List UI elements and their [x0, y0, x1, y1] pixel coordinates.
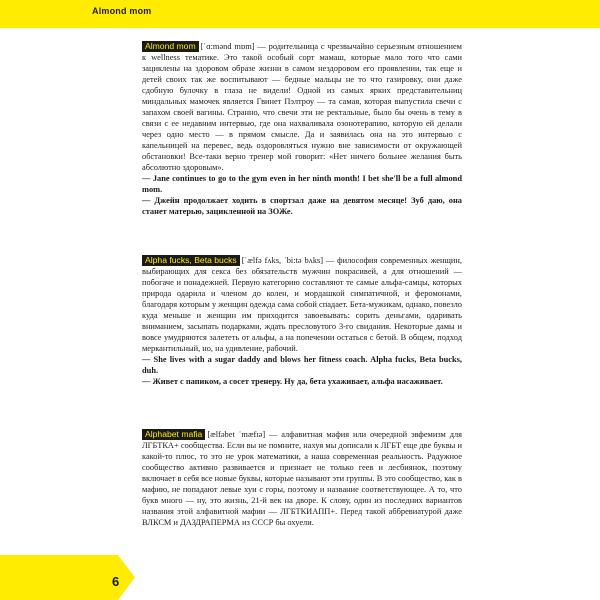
running-head-title: Almond mom	[92, 6, 152, 16]
example-russian: — Живет с папиком, а сосет тренеру. Ну да, бета ухаживает, альфа насаживает.	[142, 377, 443, 386]
page-number: 6	[112, 574, 120, 589]
entry-transcription: [ælfəbet ˈmæfɪə]	[207, 430, 266, 439]
entry-definition-text: — родительница с чрезвычайно серьезным отношением к wellness тематике. Это такой особый сорт мамаш, которые мало того что сами зациклены на здоровом образе жизни в самом нездоровом его проявлении, так еще и детей своих так же воспитывают — бедные мальцы не то что газировку, они даже сдобную булочку в глаза не видели! Одной из самых ярких представительниц миндальных мамочек является Гвинет Пэлтроу — та самая, которая выпустила свечи с запахом своей вагины. Странно, что свечи эти не ректальные, было бы очень в тему в связи с ее недавним интервью, где она нахваливала озонотерапию, которую ей делали через одно место — в прямом смысле. Да и заявилась она на это интервью с капельницей на перевес, ведь оздоровляться нужно вне зависимости от окружающей обстановки! Все-таки верно тренер мой говорит: «Нет ничего больнее желания быть абсолютно здоровым».	[142, 42, 462, 172]
entry-definition	[142, 41, 462, 173]
entry-definition-text: — алфавитная мафия или очередной эвфемизм для ЛГБТКА+ сообщества. Если вы не помните, нахуя мы дописали к ЛГБТ еще две буквы и какой-то плюс, то это не урок математики, а наша современная реальность. Радужное сообщество активно развивается и признает не только геев и лесбиянок, поэтому включает в себя все новые буквы, которые называют эти группы. В это сообщество, как в мафию, не попадают левые хуи с горы, поэтому и название соответствующее. А то, что букв много — ну, это жизнь, 21-й век на дворе. К слову, один из последних вариантов названия этой алфавитной мафии — ЛГБТКИАПП+. Перед такой аббревиатурой даже ВЛКСМ и ДАЗДРАПЕРМА из СССР бы охуели.	[142, 430, 462, 527]
example-english: — She lives with a sugar daddy and blows her fitness coach. Alpha fucks, Beta bucks, duh.	[142, 355, 462, 375]
entry-headword: Alphabet mafia	[142, 429, 205, 440]
dictionary-entry	[142, 255, 462, 387]
entry-definition	[142, 255, 462, 354]
top-color-band	[0, 0, 600, 28]
entry-transcription: [ˈɑ:mənd mɒm]	[200, 42, 255, 51]
entry-transcription: [ˈælfə fʌks, ˈbi:tə bʌks]	[241, 256, 324, 265]
example-russian: — Джейн продолжает ходить в спортзал даже на девятом месяце! Зуб даю, она станет матерью, зацикленной на ЗОЖе.	[142, 196, 462, 216]
entry-headword: Almond mom	[142, 41, 199, 52]
example-english: — Jane continues to go to the gym even in her ninth month! I bet she'll be a full almond mom.	[142, 174, 462, 194]
entry-definition	[142, 429, 462, 528]
entry-headword: Alpha fucks, Beta bucks	[142, 255, 240, 266]
entry-definition-text: — философия современных женщин, выбирающих для секса без обязательств мужчин покрасивей, а для отношений — побогаче и понадежней. Первую категорию составляют те самые альфа-самцы, которых природа одарила и членом до колен, и мордашкой симпатичной, и феромонами, благодаря которым у женщин одежда сама собой спадает. Бета-мужикам, однако, повезло куда меньше и женщин им приходится завоевывать: сорить деньгами, одаривать вниманием, засыпать подарками, ждать пресловутого 3-го свидания. Некоторые дамы и вовсе умудряются залететь от альфы, а на попечении остаться с бетой. В общем, подход меркантильный, но, на удивление, рабочий.	[142, 256, 462, 353]
dictionary-entry	[142, 41, 462, 217]
dictionary-entry	[142, 429, 462, 528]
